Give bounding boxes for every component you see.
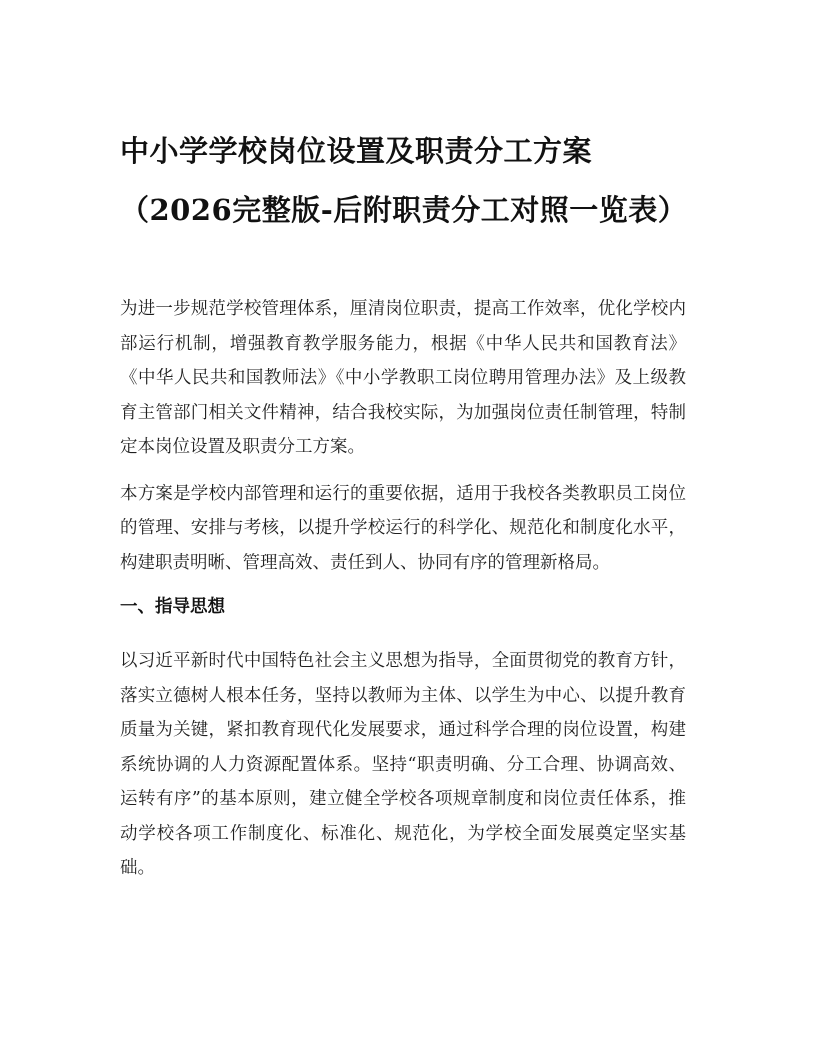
document-title: 中小学学校岗位设置及职责分工方案（2026完整版-后附职责分工对照一览表） <box>120 134 688 227</box>
section-heading-guiding-ideology: 一、指导思想 <box>120 597 225 617</box>
document-body <box>120 292 686 898</box>
intro-paragraph-2: 本方案是学校内部管理和运行的重要依据，适用于我校各类教职员工岗位的管理、安排与考核，以提升学校运行的科学化、规范化和制度化水平，构建职责明晰、管理高效、责任到人、协同有序的管理新格局。 <box>120 483 686 573</box>
section-paragraph-guiding-ideology: 以习近平新时代中国特色社会主义思想为指导，全面贯彻党的教育方针，落实立德树人根本任务，坚持以教师为主体、以学生为中心、以提升教育质量为关键，紧扣教育现代化发展要求，通过科学合理的岗位设置，构建系统协调的人力资源配置体系。坚持“职责明确、分工合理、协调高效、运转有序”的基本原则，建立健全学校各项规章制度和岗位责任体系，推动学校各项工作制度化、标准化、规范化，为学校全面发展奠定坚实基础。 <box>120 651 686 878</box>
intro-paragraph-1: 为进一步规范学校管理体系，厘清岗位职责，提高工作效率，优化学校内部运行机制，增强教育教学服务能力，根据《中华人民共和国教育法》《中华人民共和国教师法》《中小学教职工岗位聘用管理办法》及上级教育主管部门相关文件精神，结合我校实际，为加强岗位责任制管理，特制定本岗位设置及职责分工方案。 <box>120 299 686 457</box>
